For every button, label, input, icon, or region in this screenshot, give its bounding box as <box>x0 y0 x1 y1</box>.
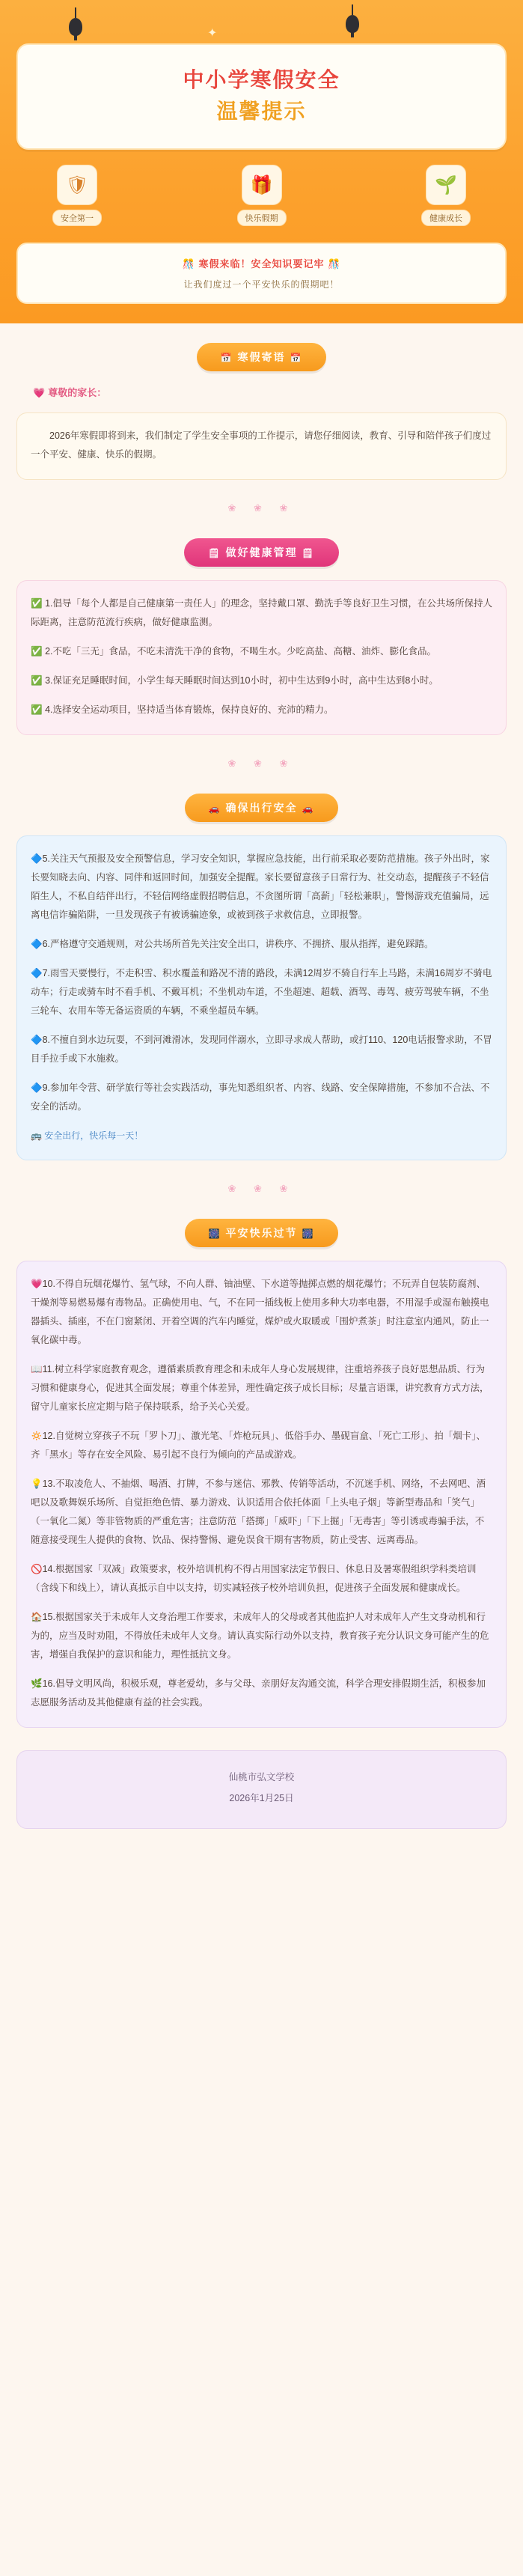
travel-card <box>16 835 507 1160</box>
bullet-icon: 🔷 <box>31 968 43 978</box>
festival-item-text: 13.不取凌危人、不抽烟、喝酒、打牌，不参与迷信、邪教、传销等活动，不沉迷手机、网络，不去网吧、酒吧以及歌舞娱乐场所、自觉拒绝色情、暴力游戏、认识适用合依托体面「上头电子烟」等新型毒品和「笑气」（一氧化二氮）等非管物质的严重危害；注意防范「搭掷」「威吓」「下上掘」「无毒害」等引诱或毒骗手法，不随意接受现生人提供的食物、饮品、保持警惕、避免误食干期有害物质，防止受害、远离毒品。 <box>31 1479 486 1545</box>
clipboard-icon: 🗒 <box>302 548 315 558</box>
bullet-icon: 🔷 <box>31 1083 43 1093</box>
festival-item <box>31 1560 492 1598</box>
highlight-tip-card <box>16 243 507 304</box>
bullet-icon: 💡 <box>31 1479 43 1489</box>
festival-item-text: 15.根据国家关于未成年人文身治理工作要求，未成年人的父母或者其他监护人对未成年人产生文身动机和行为的，应当及时劝阻，不得放任未成年人文身。请认真实际行动外以支持，教育孩子充分认识文身可能产生的危害，增强自我保护的意识和能力，理性抵抗文身。 <box>31 1612 489 1660</box>
check-icon: ✅ <box>31 598 43 609</box>
festival-item <box>31 1427 492 1464</box>
health-item <box>31 701 492 719</box>
page-subtitle: 温馨提示 <box>216 100 307 123</box>
preface-card <box>16 412 507 480</box>
travel-item <box>31 1031 492 1068</box>
travel-item <box>31 850 492 925</box>
badge-row <box>16 165 507 226</box>
plant-icon: 🌱 <box>426 165 466 205</box>
bullet-icon: 🚫 <box>31 1564 43 1574</box>
travel-item-text: 7.雨雪天要慢行，不走积雪、积水覆盖和路况不清的路段，未满12周岁不骑自行车上马路，未满16周岁不骑电动车；行走或骑车时不看手机、不戴耳机；不坐机动车道，不坐超速、超载、酒驾、毒驾、疲劳驾驶车辆，不坐三轮车、农用车等无备运资质的车辆，不乘坐超员车辆。 <box>31 968 492 1016</box>
travel-item <box>31 964 492 1020</box>
health-item-text: 1.倡导「每个人都是自己健康第一责任人」的理念，坚持戴口罩、勤洗手等良好卫生习惯，在公共场所保持人际距离，注意防范流行疾病，做好健康监测。 <box>31 598 492 627</box>
preface-paragraph: 2026年寒假即将到来，我们制定了学生安全事项的工作提示，请您仔细阅读，教育、引导和陪伴孩子们度过一个平安、健康、快乐的假期。 <box>31 430 492 460</box>
health-item <box>31 594 492 632</box>
travel-item-text: 8.不擅自到水边玩耍，不到河滩滑冰，发现同伴溺水，立即寻求成人帮助，或打110、120电话报警求助，不冒目手拉手或下水施救。 <box>31 1035 492 1064</box>
heart-icon: 💗 <box>33 387 46 398</box>
health-item-text: 2.不吃「三无」食品，不吃未清洗干净的食物，不喝生水。少吃高盐、高糖、油炸、膨化食品。 <box>45 646 436 657</box>
festival-item-text: 11.树立科学家庭教育观念，遵循素质教育理念和未成年人身心发展规律，注重培养孩子良好思想品质、行为习惯和健康身心，促进其全面发展；尊重个体差异，理性确定孩子成长目标；尽量言语课，讲究教育方式方法，留守儿童家长应定期与陪子保持联系，给予关心关爱。 <box>31 1364 489 1412</box>
bullet-icon: 🔷 <box>31 1035 43 1045</box>
bullet-icon: 🔷 <box>31 853 43 864</box>
travel-item-text: 9.参加年令营、研学旅行等社会实践活动，事先知悉组织者、内容、线路、安全保障措施，不参加不合法、不安全的活动。 <box>31 1083 490 1112</box>
health-item <box>31 672 492 690</box>
car-icon: 🚗 <box>302 803 315 814</box>
travel-pill-label: 确保出行安全 <box>225 802 298 814</box>
title-card <box>16 43 507 150</box>
section-heading-preface <box>197 343 327 371</box>
travel-item <box>31 935 492 954</box>
car-icon: 🚗 <box>208 803 221 814</box>
festival-item <box>31 1608 492 1664</box>
festival-item <box>31 1675 492 1712</box>
festival-section <box>0 1199 523 1731</box>
badge-item <box>21 165 133 226</box>
sparkle-icon: ✦ <box>207 27 218 40</box>
badge-label: 快乐假期 <box>237 210 287 226</box>
preface-pill-label: 寒假寄语 <box>237 351 286 363</box>
preface-section <box>0 323 523 483</box>
calendar-icon: 📅 <box>220 353 233 363</box>
health-card <box>16 580 507 735</box>
health-pill-label: 做好健康管理 <box>225 546 298 558</box>
tip-subline: 让我们度过一个平安快乐的假期吧！ <box>183 279 340 290</box>
badge-label: 健康成长 <box>421 210 471 226</box>
check-icon: ✅ <box>31 704 43 715</box>
travel-item-text: 6.严格遵守交通规则，对公共场所首先关注安全出口，讲秩序、不拥挤、服从指挥，避免踩踏。 <box>42 939 434 949</box>
bullet-icon: 🔷 <box>31 939 43 949</box>
gift-icon: 🎁 <box>242 165 282 205</box>
badge-item <box>206 165 318 226</box>
tip-headline: 🎊 寒假来临！安全知识要记牢 🎊 <box>182 258 341 270</box>
festival-item <box>31 1360 492 1416</box>
section-heading-travel <box>185 794 339 822</box>
bullet-icon: 📖 <box>31 1364 43 1374</box>
divider-ornament: ❀ ❀ ❀ <box>227 502 296 514</box>
lantern-icon <box>69 18 82 36</box>
bullet-icon: 🏠 <box>31 1612 43 1622</box>
festival-item <box>31 1275 492 1350</box>
greeting-line <box>16 379 507 399</box>
travel-footer-note: 🚌 安全出行，快乐每一天！ <box>31 1130 144 1141</box>
check-icon: ✅ <box>31 646 43 657</box>
badge-item <box>390 165 502 226</box>
publish-date: 2026年1月25日 <box>229 1792 294 1803</box>
health-item-text: 3.保证充足睡眠时间，小学生每天睡眠时间达到10小时，初中生达到9小时，高中生达到8小时。 <box>45 675 438 686</box>
festival-item-text: 16.倡导文明风尚，积极乐观，尊老爱幼，多与父母、亲朋好友沟通交流，科学合理安排假期生活，积极参加志愿服务活动及其他健康有益的社会实践。 <box>31 1678 486 1708</box>
section-heading-health <box>184 538 338 567</box>
health-item <box>31 642 492 661</box>
lantern-icon <box>346 15 359 33</box>
lantern-decorations <box>16 13 507 43</box>
divider-ornament: ❀ ❀ ❀ <box>227 1183 296 1194</box>
festival-item-text: 10.不得自玩烟花爆竹、氢气球，不向人群、铀油壁、下水道等抛掷点燃的烟花爆竹；不玩弄自包装防腐剂、干燥剂等易燃易爆有毒物品。正确使用电、气，不在同一插线板上使用多种大功率电器，不用湿手或湿布触摸电器插头、插座，不在门窗紧闭、开着空调的汽车内睡觉，煤炉或火取暖或「围炉煮茶」时注意室内通风，防止一氧化碳中毒。 <box>31 1279 489 1345</box>
bullet-icon: 🔅 <box>31 1431 43 1441</box>
firework-icon: 🎆 <box>208 1228 221 1239</box>
hero-banner <box>0 0 523 323</box>
travel-item <box>31 1079 492 1116</box>
health-item-text: 4.选择安全运动项目，坚持适当体育锻炼，保持良好的、充沛的精力。 <box>45 704 334 715</box>
health-section <box>0 519 523 738</box>
festival-item-text: 12.自觉树立穿孩子不玩「罗卜刀」、激光笔、「炸枪玩具」、低俗手办、墨砚盲盒、「死亡工形」、拍「烟卡」、齐「黑水」等存在安全风险、易引起不良行为倾向的产品或游戏。 <box>31 1431 486 1460</box>
travel-section <box>0 774 523 1163</box>
school-name: 仙桃市弘文学校 <box>228 1772 295 1782</box>
badge-label: 安全第一 <box>52 210 102 226</box>
section-heading-festival <box>185 1219 339 1247</box>
festival-item <box>31 1475 492 1550</box>
divider-ornament: ❀ ❀ ❀ <box>227 758 296 769</box>
bullet-icon: 💗 <box>31 1279 43 1289</box>
bullet-icon: 🌿 <box>31 1678 43 1689</box>
calendar-icon: 📅 <box>290 353 303 363</box>
festival-pill-label: 平安快乐过节 <box>225 1227 298 1239</box>
firework-icon: 🎆 <box>302 1228 315 1239</box>
festival-item-text: 14.根据国家「双减」政策要求，校外培训机构不得占用国家法定节假日、休息日及暑寒假组织学科类培训（含线下和线上），请认真抵示自中以支持，切实减轻孩子校外培训负担，促进孩子全面发展和健康成长。 <box>31 1564 477 1593</box>
clipboard-icon: 🗒 <box>208 548 221 558</box>
greeting-text: 尊敬的家长： <box>48 387 107 398</box>
festival-card <box>16 1261 507 1728</box>
page-title: 中小学寒假安全 <box>183 68 340 91</box>
shield-icon: 🛡 <box>57 165 97 205</box>
check-icon: ✅ <box>31 675 43 686</box>
travel-item-text: 5.关注天气预报及安全预警信息，学习安全知识，掌握应急技能，出行前采取必要防范措施。孩子外出时，家长要知晓去向、内容、同伴和返回时间，加强安全提醒。家长要留意孩子日常行为、社交动态，提醒孩子不轻信陌生人，不私自结伴出行，不轻信网络虚假招聘信息，不贪图所谓「高薪」「轻松兼职」，警惕游戏充值骗局，远离电信诈骗陷阱，一旦发现孩子有被诱骗迹象，或被到孩子求救信息，立即报警。 <box>31 853 490 920</box>
footer-card <box>16 1750 507 1829</box>
